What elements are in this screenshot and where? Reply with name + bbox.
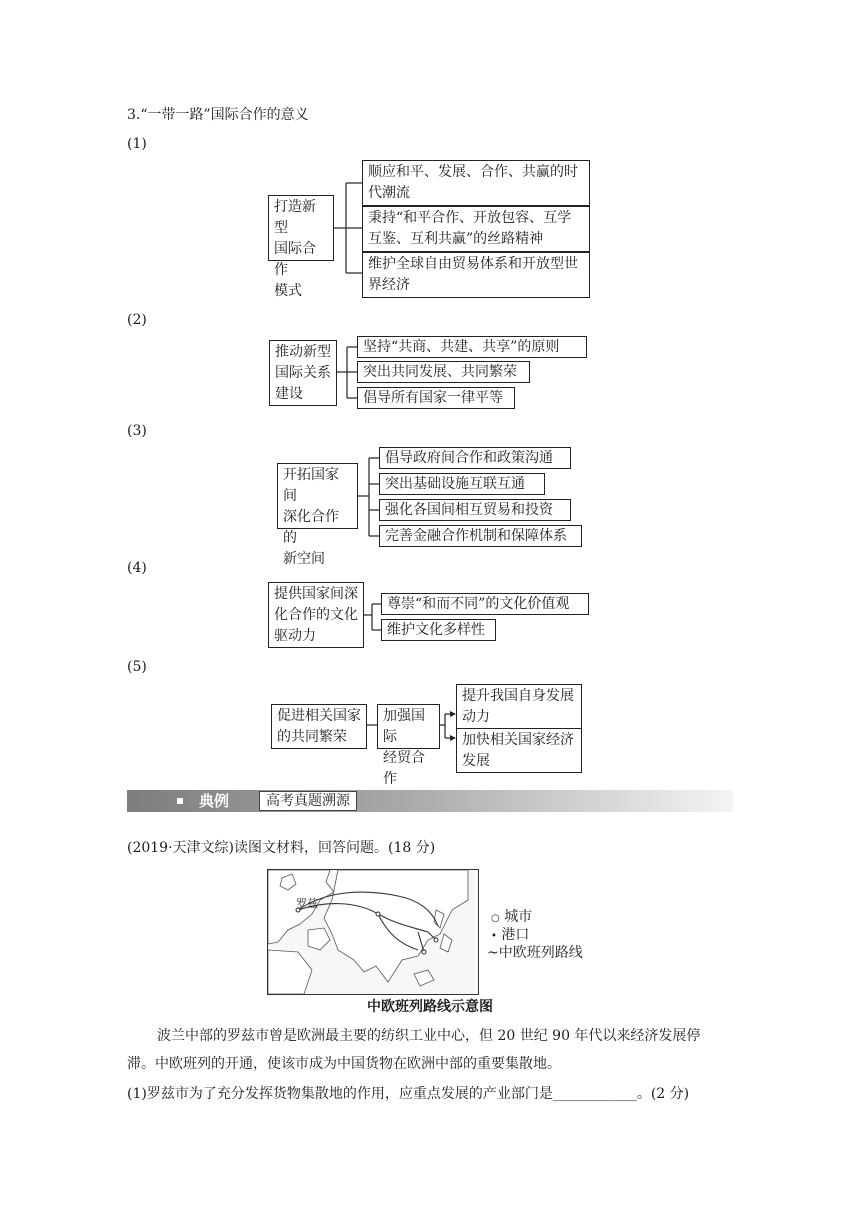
diagram-2-branch-3: 倡导所有国家一律平等 [357, 387, 515, 409]
diagram-3-branch-2: 突出基础设施互联互通 [379, 473, 545, 495]
diagram-2-branch-2: 突出共同发展、共同繁荣 [357, 361, 530, 383]
route-map [267, 869, 479, 995]
diagram-1-label: (1) [127, 136, 147, 152]
city-circle-icon: ○ [491, 913, 500, 924]
banner-tag: 典例 [199, 792, 230, 810]
route-map-drawing [268, 870, 478, 994]
map-caption: 中欧班列路线示意图 [367, 999, 493, 1015]
example-banner [127, 790, 733, 812]
diagram-3-branch-1: 倡导政府间合作和政策沟通 [379, 447, 571, 469]
map-city-label: 罗兹 [296, 897, 318, 910]
paragraph-line-1: 波兰中部的罗兹市曾是欧洲最主要的纺织工业中心，但 20 世纪 90 年代以来经济发展停 [157, 1028, 701, 1044]
diagram-2-branch-1: 坚持“共商、共建、共享”的原则 [357, 336, 587, 358]
diagram-1-branch-3: 维护全球自由贸易体系和开放型世 界经济 [362, 252, 590, 298]
diagram-3-label: (3) [127, 423, 147, 439]
diagram-1-branch-1: 顺应和平、发展、合作、共赢的时 代潮流 [362, 160, 590, 206]
diagram-2-root: 推动新型 国际关系 建设 [269, 340, 337, 406]
diagram-4-root: 提供国家间深 化合作的文化 驱动力 [268, 582, 364, 648]
question-1: (1)罗兹市为了充分发挥货物集散地的作用，应重点发展的产业部门是____________。(2 分) [127, 1086, 690, 1102]
diagram-4-label: (4) [127, 560, 147, 576]
legend-port: • 港口 [491, 927, 530, 943]
diagram-5-branch-2: 加快相关国家经济 发展 [456, 728, 582, 773]
diagram-3-branch-4: 完善金融合作机制和保障体系 [379, 525, 582, 547]
diagram-5-middle: 加强国际 经贸合作 [377, 704, 440, 749]
diagram-4-branch-1: 尊崇“和而不同”的文化价值观 [381, 593, 589, 615]
banner-square-icon [177, 798, 183, 804]
legend-city: ○ 城市 [491, 909, 533, 925]
diagram-5-branch-1: 提升我国自身发展 动力 [456, 684, 582, 729]
diagram-5-label: (5) [127, 659, 147, 675]
section-title: 3.“一带一路”国际合作的意义 [127, 107, 309, 123]
port-dot-icon: • [491, 931, 497, 942]
diagram-2-label: (2) [127, 312, 147, 328]
diagram-5-root: 促进相关国家 的共同繁荣 [271, 704, 367, 749]
banner-subtitle: 高考真题溯源 [259, 791, 357, 811]
paragraph-line-2: 滞。中欧班列的开通，使该市成为中国货物在欧洲中部的重要集散地。 [127, 1056, 561, 1072]
diagram-3-root: 开拓国家间 深化合作的 新空间 [277, 463, 358, 529]
question-intro: (2019·天津文综)读图文材料，回答问题。(18 分) [127, 840, 436, 856]
diagram-3-branch-3: 强化各国间相互贸易和投资 [379, 499, 571, 521]
diagram-1-root: 打造新型 国际合作 模式 [268, 195, 334, 261]
diagram-1-branch-2: 秉持“和平合作、开放包容、互学 互鉴、互利共赢”的丝路精神 [362, 206, 590, 252]
legend-route: ~中欧班列路线 [487, 945, 583, 961]
diagram-4-branch-2: 维护文化多样性 [381, 619, 496, 641]
route-line-icon: ~ [487, 945, 499, 961]
